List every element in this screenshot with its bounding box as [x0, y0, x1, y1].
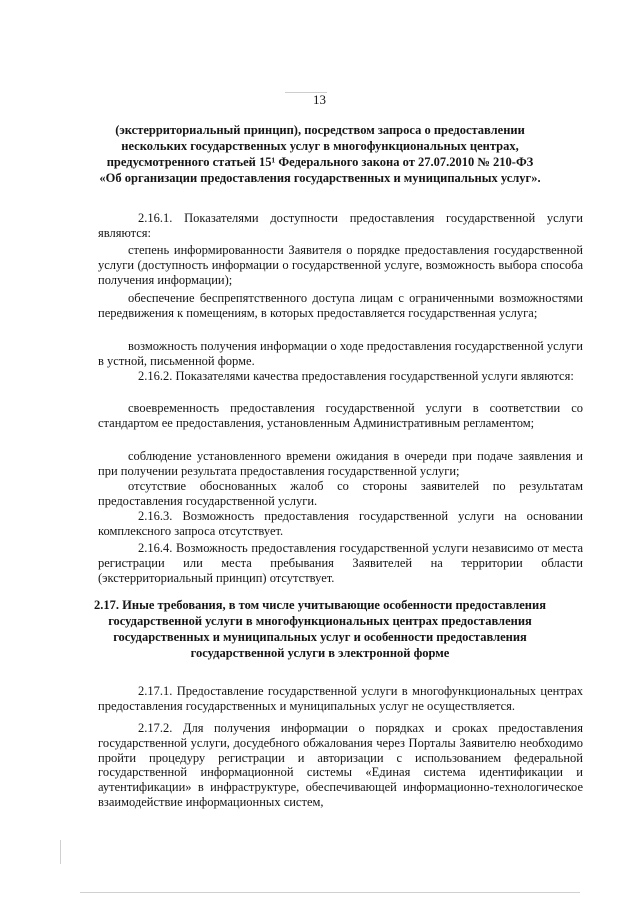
paragraph-quality-wait-time: соблюдение установленного времени ожидания в очереди при подаче заявления и при получении результата предоставления государственной услуги; [98, 449, 583, 478]
scan-artifact-bottom-edge [80, 892, 580, 893]
paragraph-quality-complaints: отсутствие обоснованных жалоб со стороны заявителей по результатам предоставления государственной услуги. [98, 479, 583, 508]
paragraph-2-17-1: 2.17.1. Предоставление государственной услуги в многофункциональных центрах предоставления государственных и муниципальных услуг не осуществляется. [98, 684, 583, 713]
paragraph-2-16-4: 2.16.4. Возможность предоставления государственной услуги независимо от места регистрации или места пребывания Заявителей на территории области (экстерриториальный принцип) отсутствует. [98, 541, 583, 585]
paragraph-accessibility-progress: возможность получения информации о ходе предоставления государственной услуги в устной, письменной форме. [98, 339, 583, 368]
section-heading-2-17: 2.17. Иные требования, в том числе учитывающие особенности предоставления государственной услуги в многофункциональных центрах предоставления государственных и муниципальных услуг и особенности предоставления государственной услуги в электронной форме [94, 598, 546, 660]
page-number: 13 [313, 92, 326, 107]
paragraph-accessibility-awareness: степень информированности Заявителя о порядке предоставления государственной услуги (доступность информации о государственной услуге, возможность выбора способа получения информации); [98, 243, 583, 287]
paragraph-2-16-2: 2.16.2. Показателями качества предоставления государственной услуги являются: [138, 369, 574, 383]
paragraph-quality-timeliness: своевременность предоставления государственной услуги в соответствии со стандартом ее предоставления, установленным Административным регламентом; [98, 401, 583, 430]
paragraph-2-16-3: 2.16.3. Возможность предоставления государственной услуги на основании комплексного запроса отсутствует. [98, 509, 583, 538]
top-heading: (экстерриториальный принцип), посредством запроса о предоставлении нескольких государственных услуг в многофункциональных центрах, предусмотренного статьей 15¹ Федерального закона от 27.07.2010 № 210-ФЗ «Об организации предоставления государственных и муниципальных услуг». [99, 123, 541, 185]
scan-artifact-left-edge [60, 840, 61, 864]
paragraph-accessibility-access: обеспечение беспрепятственного доступа лицам с ограниченными возможностями передвижения к помещениям, в которых предоставляется государственная услуга; [98, 291, 583, 320]
paragraph-2-17-2: 2.17.2. Для получения информации о порядках и сроках предоставления государственной услуги, досудебного обжалования через Порталы Заявителю необходимо пройти процедуру регистрации и авторизации с использованием федеральной государственной информационной системы «Единая система идентификации и аутентификации» в инфраструктуре, обеспечивающей информационно-технологическое взаимодействие информационных систем, [98, 721, 583, 809]
paragraph-2-16-1: 2.16.1. Показателями доступности предоставления государственной услуги являются: [98, 211, 583, 240]
